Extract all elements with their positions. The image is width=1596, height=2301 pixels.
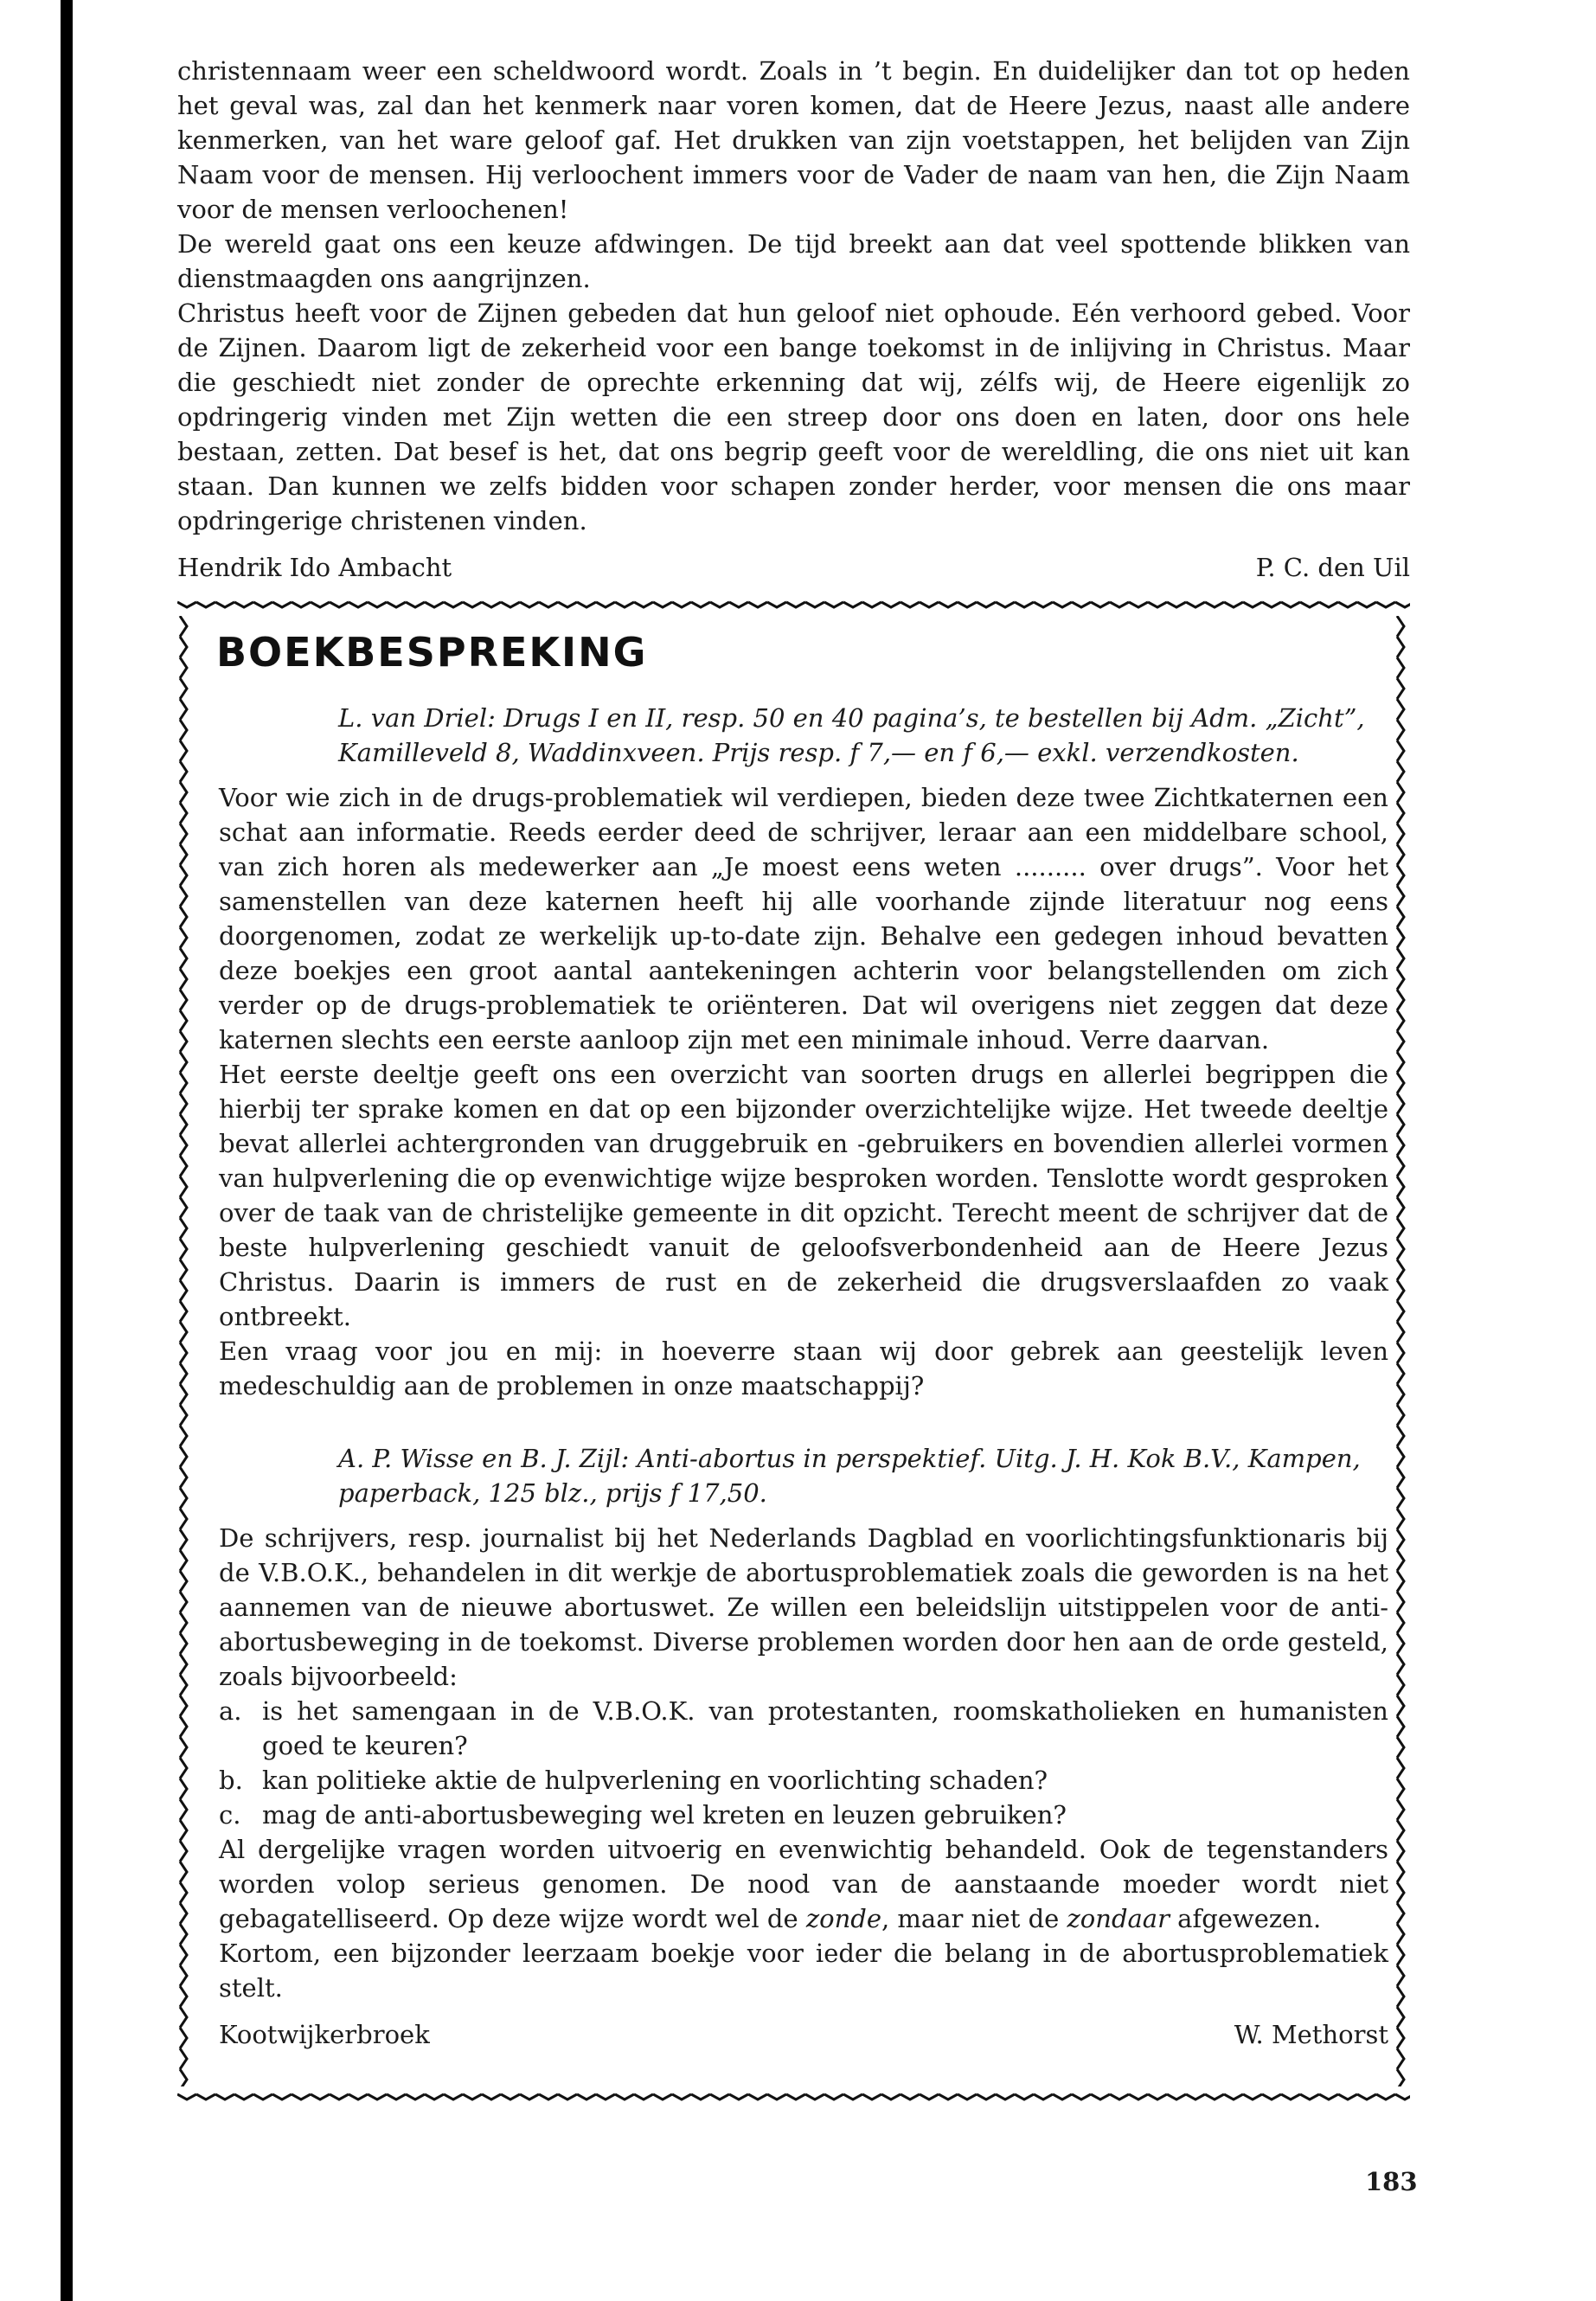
body-paragraph: De wereld gaat ons een keuze afdwingen. De tijd breekt aan dat veel spottende blikken van dienstmaagden ons aangrijnzen. (177, 229, 1410, 293)
binding-edge (61, 0, 73, 2301)
list-marker: a. (219, 1696, 242, 1726)
list-text: mag de anti-abortusbeweging wel kreten en leuzen gebruiken? (262, 1800, 1067, 1830)
body-paragraph: christennaam weer een scheldwoord wordt. Zoals in ’t begin. En duidelijker dan tot op heden het geval was, zal dan het kenmerk naar voren komen, dat de Heere Jezus, naast alle andere kenmerken, van het ware geloof gaf. Het drukken van zijn voetstappen, het belijden van Zijn Naam voor de mensen. Hij verloochent immers voor de Vader de naam van hen, die Zijn Naam voor de mensen verloochenen! (177, 56, 1410, 224)
review-paragraph: Voor wie zich in de drugs-problematiek wil verdiepen, bieden deze twee Zichtkaternen een schat aan informatie. Reeds eerder deed de schrijver, leraar aan een middelbare school, van zich horen als medewerker aan „Je moest eens weten ......... over drugs”. Voor het samenstellen van deze katernen heeft hij alle voorhande zijnde literatuur nog eens doorgenomen, zodat ze werkelijk up-to-date zijn. Behalve een gedegen inhoud bevatten deze boekjes een groot aantal aantekeningen achterin voor belangstellenden om zich verder op de drugs-problematiek te oriënteren. Dat wil overigens niet zeggen dat deze katernen slechts een eerste aanloop zijn met een minimale inhoud. Verre daarvan. (219, 783, 1388, 1054)
book-reference (219, 701, 1388, 770)
page-number: 183 (1365, 2167, 1418, 2196)
signature-place: Hendrik Ido Ambacht (177, 553, 452, 582)
signature-author: P. C. den Uil (1255, 553, 1410, 582)
list-text: kan politieke aktie de hulpverlening en voorlichting schaden? (262, 1766, 1048, 1795)
emphasis-zonde: zonde (805, 1904, 881, 1933)
list-item (219, 1763, 1388, 1798)
emphasis-zondaar: zondaar (1067, 1904, 1170, 1933)
section-heading: BOEKBESPREKING (216, 629, 648, 676)
list-text: is het samengaan in de V.B.O.K. van protestanten, roomskatholieken en humanisten goed te keuren? (262, 1696, 1388, 1760)
ornamental-border-right (1394, 616, 1407, 2086)
review-paragraph: Al dergelijke vragen worden uitvoerig en evenwichtig behandeld. Ook de tegenstanders worden volop serieus genomen. De nood van de aanstaande moeder wordt niet gebagatelliseerd. Op deze wijze wordt wel de zonde, maar niet de zondaar afgewezen. (219, 1835, 1388, 1933)
signature-place: Kootwijkerbroek (219, 2020, 430, 2049)
signature-row (219, 2017, 1388, 2052)
reference-text: L. van Driel: Drugs I en II, resp. 50 en 40 pagina’s, te bestellen bij Adm. „Zicht”, Kamilleveld 8, Waddinxveen. Prijs resp. f 7,— en f 6,— exkl. verzendkosten. (338, 703, 1365, 767)
review-paragraph: De schrijvers, resp. journalist bij het Nederlands Dagblad en voorlichtingsfunktionaris bij de V.B.O.K., behandelen in dit werkje de abortusproblematiek zoals die geworden is na het aannemen van de nieuwe abortuswet. Ze willen een beleidslijn uitstippelen voor de anti-abortusbeweging in de toekomst. Diverse problemen worden door hen aan de orde gesteld, zoals bijvoorbeeld: (219, 1523, 1388, 1691)
reference-text: A. P. Wisse en B. J. Zijl: Anti-abortus in perspektief. Uitg. J. H. Kok B.V., Kampen, paperback, 125 blz., prijs f 17,50. (338, 1444, 1361, 1508)
review-paragraph: Een vraag voor jou en mij: in hoeverre staan wij door gebrek aan geestelijk leven medeschuldig aan de problemen in onze maatschappij? (219, 1336, 1388, 1400)
body-paragraph: Christus heeft voor de Zijnen gebeden dat hun geloof niet ophoude. Eén verhoord gebed. Voor de Zijnen. Daarom ligt de zekerheid voor een bange toekomst in de inlijving in Christus. Maar die geschiedt niet zonder de oprechte erkenning dat wij, zélfs wij, de Heere eigenlijk zo opdringerig vinden met Zijn wetten die een streep door ons doen en laten, door ons hele bestaan, zetten. Dat besef is het, dat ons begrip geeft voor de wereldling, die ons niet uit kan staan. Dan kunnen we zelfs bidden voor schapen zonder herder, voor mensen die ons maar opdringerige christenen vinden. (177, 298, 1410, 535)
signature-author: W. Methorst (1234, 2020, 1388, 2049)
list-item (219, 1694, 1388, 1763)
book-reference (219, 1441, 1388, 1510)
ornamental-border-left (177, 616, 189, 2086)
article-ending (177, 54, 1410, 585)
review-paragraph: Kortom, een bijzonder leerzaam boekje voor ieder die belang in de abortusproblematiek stelt. (219, 1939, 1388, 2003)
list-marker: c. (219, 1800, 241, 1830)
ornamental-rule-bottom (177, 2093, 1410, 2101)
book-reviews (219, 701, 1388, 2052)
review-paragraph: Het eerste deeltje geeft ons een overzicht van soorten drugs en allerlei begrippen die hierbij ter sprake komen en dat op een bijzonder overzichtelijke wijze. Het tweede deeltje bevat allerlei achtergronden van druggebruik en -gebruikers en bovendien allerlei vormen van hulpverlening die op evenwichtige wijze besproken worden. Tenslotte wordt gesproken over de taak van de christelijke gemeente in dit opzicht. Terecht meent de schrijver dat de beste hulpverlening geschiedt vanuit de geloofsverbondenheid aan de Heere Jezus Christus. Daarin is immers de rust en de zekerheid die drugsverslaafden zo vaak ontbreekt. (219, 1060, 1388, 1331)
list-marker: b. (219, 1766, 243, 1795)
signature-row (177, 550, 1410, 585)
ornamental-rule-top (177, 600, 1410, 609)
list-item (219, 1798, 1388, 1832)
